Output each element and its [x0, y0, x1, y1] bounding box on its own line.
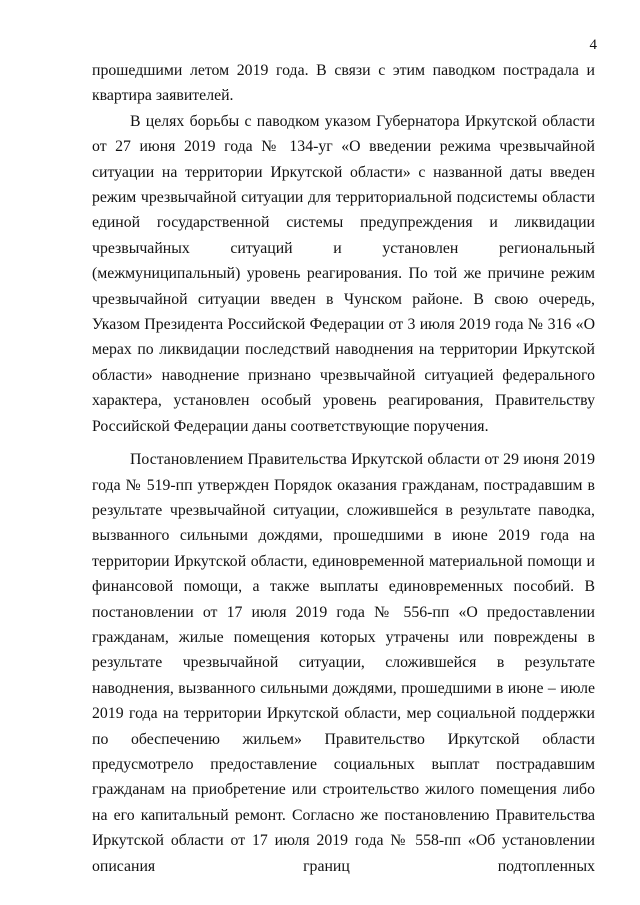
page-number: 4	[589, 37, 597, 53]
paragraph-governor-decree: В целях борьбы с паводком указом Губернатора Иркутской области от 27 июня 2019 года № 134-уг «О введении режима чрезвычайной ситуации на территории Иркутской области» с названной даты введен режим чрезвычайной ситуации для территориальной подсистемы области единой государственной системы предупреждения и ликвидации чрезвычайных ситуаций и установлен региональный (межмуниципальный) уровень реагирования. По той же причине режим чрезвычайной ситуации введен в Чунском районе. В свою очередь, Указом Президента Российской Федерации от 3 июля 2019 года № 316 «О мерах по ликвидации последствий наводнения на территории Иркутской области» наводнение признано чрезвычайной ситуацией федерального характера, установлен особый уровень реагирования, Правительству Российской Федерации даны соответствующие поручения.	[92, 112, 595, 435]
paragraph-government-resolution: Постановлением Правительства Иркутской области от 29 июня 2019 года № 519-пп утвержден Порядок оказания гражданам, пострадавшим в результате чрезвычайной ситуации, сложившейся в результате паводка, вызванного сильными дождями, прошедшими в июне 2019 года на территории Иркутской области, единовременной материальной помощи и финансовой помощи, а также выплаты единовременных пособий. В постановлении от 17 июля 2019 года № 556-пп «О предоставлении гражданам, жилые помещения которых утрачены или повреждены в результате чрезвычайной ситуации, сложившейся в результате наводнения, вызванного сильными дождями, прошедшими в июне – июле 2019 года на территории Иркутской области, мер социальной поддержки по обеспечению жильем» Правительство Иркутской области предусмотрело предоставление социальных выплат пострадавшим гражданам на приобретение или строительство жилого помещения либо на его капитальный ремонт. Согласно же постановлению Правительства Иркутской области от 17 июля 2019 года № 558-пп «Об установлении описания границ подтопленных	[92, 451, 595, 875]
document-body	[92, 58, 595, 879]
paragraph-continuation: прошедшими летом 2019 года. В связи с этим паводком пострадала и квартира заявителей.	[92, 62, 595, 105]
